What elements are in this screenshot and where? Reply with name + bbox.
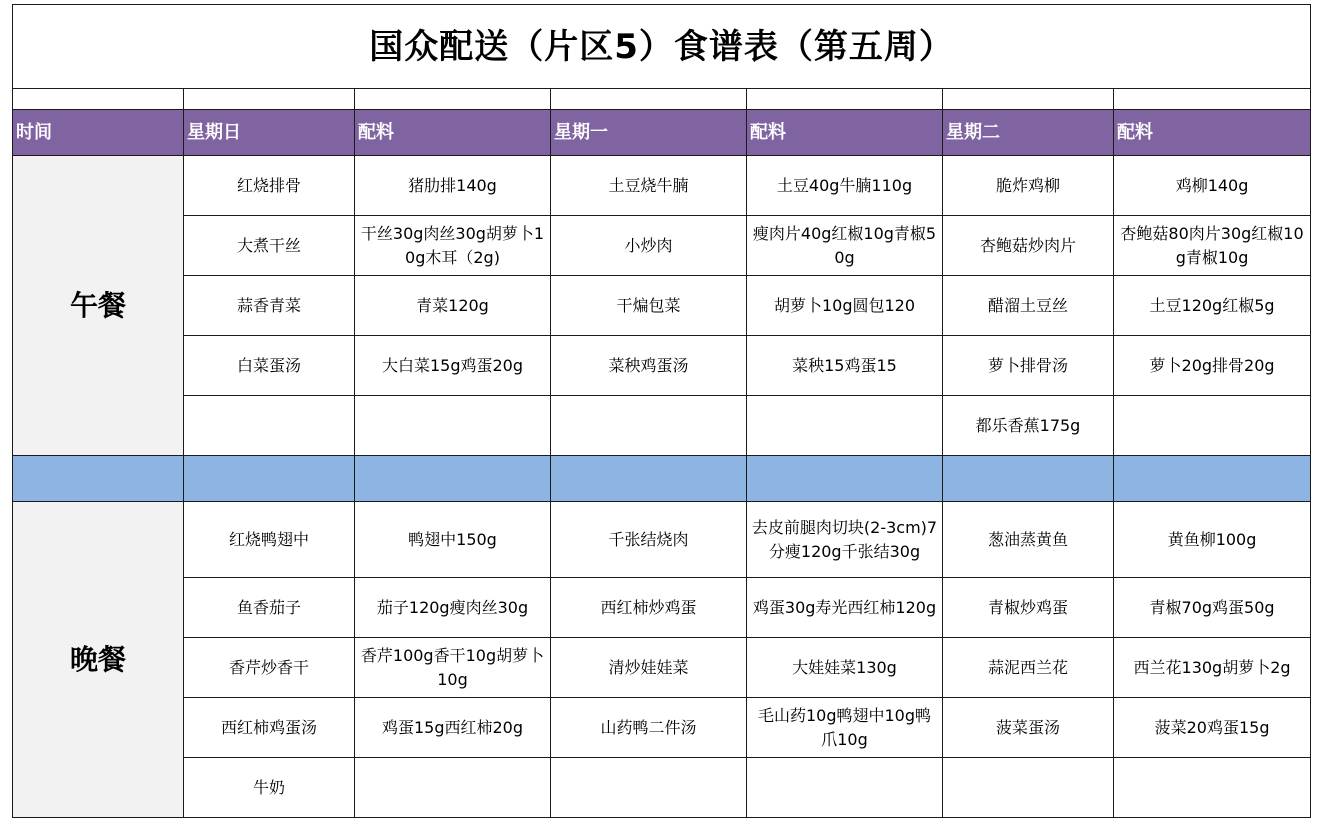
header-tuesday[interactable]: 星期二 xyxy=(943,110,1114,156)
menu-sheet xyxy=(12,4,1310,819)
ingredient-cell[interactable]: 萝卜20g排骨20g xyxy=(1114,336,1311,396)
header-time[interactable]: 时间 xyxy=(13,110,184,156)
dish-cell[interactable]: 山药鸭二件汤 xyxy=(551,698,747,758)
meal-label-lunch[interactable]: 午餐 xyxy=(13,156,184,456)
ingredient-cell[interactable] xyxy=(355,396,551,456)
dish-cell[interactable] xyxy=(551,758,747,818)
lunch-row xyxy=(13,156,1311,216)
dish-cell[interactable]: 鱼香茄子 xyxy=(184,578,355,638)
dish-cell[interactable]: 脆炸鸡柳 xyxy=(943,156,1114,216)
dinner-row xyxy=(13,638,1311,698)
dish-cell[interactable]: 青椒炒鸡蛋 xyxy=(943,578,1114,638)
ingredient-cell[interactable]: 鸡柳140g xyxy=(1114,156,1311,216)
ingredient-cell[interactable]: 鸡蛋30g寿光西红柿120g xyxy=(747,578,943,638)
dish-cell[interactable]: 小炒肉 xyxy=(551,216,747,276)
dish-cell[interactable]: 菜秧鸡蛋汤 xyxy=(551,336,747,396)
header-sunday[interactable]: 星期日 xyxy=(184,110,355,156)
dish-cell[interactable]: 蒜泥西兰花 xyxy=(943,638,1114,698)
separator-cell[interactable] xyxy=(13,456,184,502)
ingredient-cell[interactable]: 青椒70g鸡蛋50g xyxy=(1114,578,1311,638)
separator-cell[interactable] xyxy=(943,456,1114,502)
dish-cell[interactable]: 牛奶 xyxy=(184,758,355,818)
dish-cell[interactable]: 葱油蒸黄鱼 xyxy=(943,502,1114,578)
empty-cell[interactable] xyxy=(13,89,184,110)
separator-cell[interactable] xyxy=(184,456,355,502)
lunch-row xyxy=(13,396,1311,456)
ingredient-cell[interactable] xyxy=(355,758,551,818)
ingredient-cell[interactable]: 胡萝卜10g圆包120 xyxy=(747,276,943,336)
header-ingredients-monday[interactable]: 配料 xyxy=(747,110,943,156)
ingredient-cell[interactable]: 瘦肉片40g红椒10g青椒50g xyxy=(747,216,943,276)
ingredient-cell[interactable]: 茄子120g瘦肉丝30g xyxy=(355,578,551,638)
header-ingredients-tuesday[interactable]: 配料 xyxy=(1114,110,1311,156)
ingredient-cell[interactable]: 大白菜15g鸡蛋20g xyxy=(355,336,551,396)
dinner-row xyxy=(13,578,1311,638)
ingredient-cell[interactable]: 香芹100g香干10g胡萝卜10g xyxy=(355,638,551,698)
ingredient-cell[interactable] xyxy=(1114,758,1311,818)
dish-cell[interactable]: 香芹炒香干 xyxy=(184,638,355,698)
dish-cell[interactable]: 大煮干丝 xyxy=(184,216,355,276)
lunch-row xyxy=(13,216,1311,276)
empty-cell[interactable] xyxy=(1114,89,1311,110)
dish-cell[interactable]: 千张结烧肉 xyxy=(551,502,747,578)
header-monday[interactable]: 星期一 xyxy=(551,110,747,156)
lunch-row xyxy=(13,276,1311,336)
dish-cell[interactable]: 清炒娃娃菜 xyxy=(551,638,747,698)
meal-label-dinner[interactable]: 晚餐 xyxy=(13,502,184,818)
empty-cell[interactable] xyxy=(184,89,355,110)
ingredient-cell[interactable]: 鸡蛋15g西红柿20g xyxy=(355,698,551,758)
dish-cell[interactable]: 杏鲍菇炒肉片 xyxy=(943,216,1114,276)
dish-cell[interactable]: 醋溜土豆丝 xyxy=(943,276,1114,336)
ingredient-cell[interactable]: 鸭翅中150g xyxy=(355,502,551,578)
header-row xyxy=(13,110,1311,156)
dinner-row xyxy=(13,698,1311,758)
dish-cell[interactable] xyxy=(184,396,355,456)
separator-row xyxy=(13,456,1311,502)
separator-cell[interactable] xyxy=(1114,456,1311,502)
dish-cell[interactable]: 蒜香青菜 xyxy=(184,276,355,336)
ingredient-cell[interactable]: 杏鲍菇80肉片30g红椒10g青椒10g xyxy=(1114,216,1311,276)
ingredient-cell[interactable]: 毛山药10g鸭翅中10g鸭爪10g xyxy=(747,698,943,758)
ingredient-cell[interactable]: 菜秧15鸡蛋15 xyxy=(747,336,943,396)
empty-cell[interactable] xyxy=(943,89,1114,110)
separator-cell[interactable] xyxy=(355,456,551,502)
page-title[interactable]: 国众配送（片区5）食谱表（第五周） xyxy=(13,5,1311,89)
ingredient-cell[interactable]: 黄鱼柳100g xyxy=(1114,502,1311,578)
empty-cell[interactable] xyxy=(355,89,551,110)
dish-cell[interactable]: 西红柿炒鸡蛋 xyxy=(551,578,747,638)
dish-cell[interactable]: 西红柿鸡蛋汤 xyxy=(184,698,355,758)
dinner-row xyxy=(13,758,1311,818)
dish-cell[interactable] xyxy=(551,396,747,456)
ingredient-cell[interactable]: 西兰花130g胡萝卜2g xyxy=(1114,638,1311,698)
dinner-row xyxy=(13,502,1311,578)
ingredient-cell[interactable]: 干丝30g肉丝30g胡萝卜10g木耳（2g) xyxy=(355,216,551,276)
lunch-row xyxy=(13,336,1311,396)
ingredient-cell[interactable]: 菠菜20鸡蛋15g xyxy=(1114,698,1311,758)
ingredient-cell[interactable]: 青菜120g xyxy=(355,276,551,336)
separator-cell[interactable] xyxy=(747,456,943,502)
dish-cell[interactable]: 红烧鸭翅中 xyxy=(184,502,355,578)
ingredient-cell[interactable]: 猪肋排140g xyxy=(355,156,551,216)
ingredient-cell[interactable]: 去皮前腿肉切块(2-3cm)7分瘦120g千张结30g xyxy=(747,502,943,578)
dish-cell[interactable]: 干煸包菜 xyxy=(551,276,747,336)
separator-cell[interactable] xyxy=(551,456,747,502)
ingredient-cell[interactable]: 土豆40g牛腩110g xyxy=(747,156,943,216)
ingredient-cell[interactable] xyxy=(747,758,943,818)
dish-cell[interactable]: 萝卜排骨汤 xyxy=(943,336,1114,396)
empty-cell[interactable] xyxy=(747,89,943,110)
dish-cell[interactable]: 土豆烧牛腩 xyxy=(551,156,747,216)
dish-cell[interactable]: 菠菜蛋汤 xyxy=(943,698,1114,758)
empty-cell[interactable] xyxy=(551,89,747,110)
dish-cell[interactable] xyxy=(943,758,1114,818)
spacer-row xyxy=(13,89,1311,110)
ingredient-cell[interactable] xyxy=(1114,396,1311,456)
ingredient-cell[interactable]: 土豆120g红椒5g xyxy=(1114,276,1311,336)
dish-cell[interactable]: 红烧排骨 xyxy=(184,156,355,216)
ingredient-cell[interactable]: 大娃娃菜130g xyxy=(747,638,943,698)
ingredient-cell[interactable] xyxy=(747,396,943,456)
menu-table xyxy=(12,4,1311,818)
dish-cell[interactable]: 白菜蛋汤 xyxy=(184,336,355,396)
dish-cell[interactable]: 都乐香蕉175g xyxy=(943,396,1114,456)
title-row xyxy=(13,5,1311,89)
header-ingredients-sunday[interactable]: 配料 xyxy=(355,110,551,156)
